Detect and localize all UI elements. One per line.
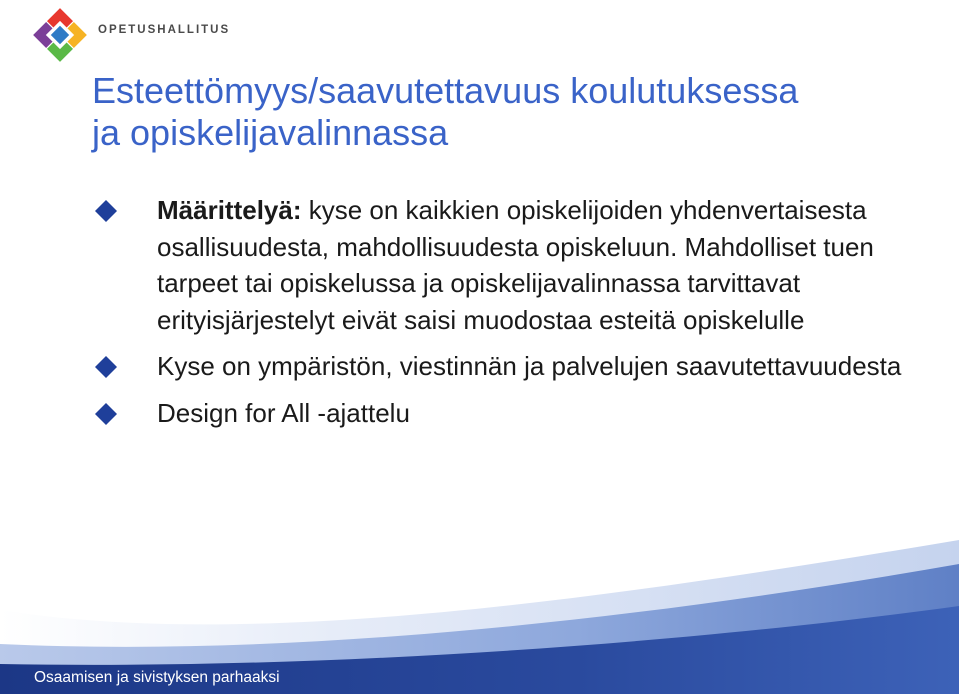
diamond-bullet-icon bbox=[95, 403, 117, 425]
diamond-bullet-icon bbox=[95, 356, 117, 378]
diamond-bullet-icon bbox=[95, 200, 117, 222]
bullet-text: Kyse on ympäristön, viestinnän ja palvelujen saavutettavuudesta bbox=[157, 351, 902, 381]
slide-title-line-2: ja opiskelijavalinnassa bbox=[92, 112, 449, 153]
logo-text: OPETUSHALLITUS bbox=[98, 24, 231, 36]
bullet-item-definition bbox=[92, 192, 912, 338]
logo bbox=[30, 6, 230, 64]
slide-title bbox=[92, 70, 932, 154]
bullet-text: Design for All -ajattelu bbox=[157, 397, 410, 428]
bullet-item-environment bbox=[92, 348, 912, 385]
slide-title-line-1: Esteettömyys/saavutettavuus koulutuksessa bbox=[92, 70, 799, 111]
bullet-list bbox=[92, 192, 912, 441]
footer-slogan: Osaamisen ja sivistyksen parhaaksi bbox=[34, 669, 280, 686]
bullet-item-design-for-all bbox=[92, 395, 912, 432]
bullet-bold-label: Määrittelyä: bbox=[157, 195, 302, 225]
footer-band bbox=[0, 540, 959, 694]
bullet-text: kyse on kaikkien opiskelijoiden yhdenvertaisesta osallisuudesta, mahdollisuudesta opiskeluun. Mahdolliset tuen tarpeet tai opiskelussa ja opiskelijavalinnassa tarvittavat erityisjärjestelyt eivät saisi muodostaa esteitä opiskelulle bbox=[157, 195, 874, 335]
opetushallitus-logo-icon bbox=[30, 6, 90, 64]
